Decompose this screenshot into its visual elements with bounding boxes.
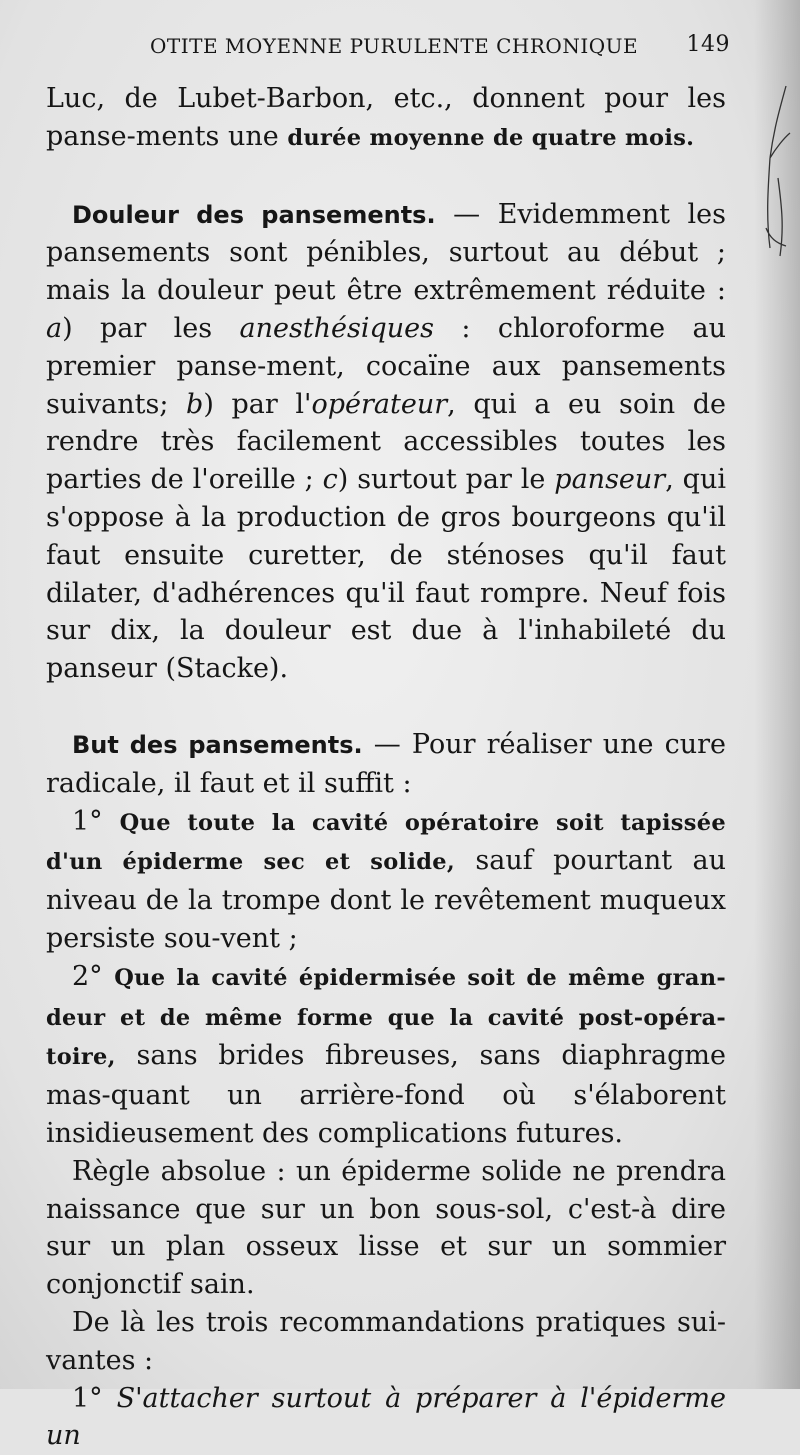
pain-text: : chloroforme au premier panse-ment, cocaïne aux pansements suivants;: [46, 313, 726, 420]
list-item-2-text: sans brides fibreuses, sans diaphragme mas-quant un arrière-fond où s'élaborent insidieusement des complications futures.: [46, 1040, 726, 1149]
section-heading-pain: Douleur des pansements.: [72, 201, 436, 229]
page-number: 149: [687, 32, 731, 57]
paragraph-goal: [46, 726, 726, 803]
list-number: 2°: [72, 961, 103, 992]
paragraph-duration: [46, 80, 726, 158]
pain-text: ) par l': [203, 389, 311, 420]
pain-text: Evidemment les pansements sont pénibles, surtout au début ; mais la douleur peut être extrêmement réduite :: [46, 199, 726, 307]
paragraph-pain: [46, 196, 726, 688]
list-item-1: [46, 803, 726, 958]
term-anesthesiques: anesthésiques: [239, 313, 434, 344]
list-item-2: [46, 958, 726, 1153]
paragraph-rule: Règle absolue : un épiderme solide ne prendra naissance que sur un bon sous-sol, c'est-à dire sur un plan osseux lisse et sur un sommier conjonctif sain.: [46, 1153, 726, 1304]
goal-text: Pour réaliser une cure radicale, il faut et il suffit :: [46, 729, 726, 799]
em-dash: —: [363, 729, 412, 760]
list-item-1-text: sauf pourtant au niveau de la trompe dont le revêtement muqueux persiste sou-vent ;: [46, 845, 726, 954]
section-gap: [46, 158, 726, 196]
section-heading-goal: But des pansements.: [72, 731, 363, 759]
list-marker-b: b: [186, 389, 203, 420]
pain-text: ) par les: [62, 313, 239, 344]
list-number: 1°: [72, 1383, 103, 1414]
running-header: [150, 30, 730, 64]
margin-sketch: [756, 78, 796, 268]
list-marker-a: a: [46, 313, 62, 344]
list-marker-c: c: [323, 464, 338, 495]
pain-text: , qui s'oppose à la production de gros bourgeons qu'il faut ensuite curetter, de sténoses qu'il faut dilater, d'adhérences qu'il faut rompre. Neuf fois sur dix, la douleur est due à l'inhabileté du panseur (Stacke).: [46, 464, 726, 684]
list-item-1-emphasis: Que toute la cavité opératoire soit tapissée d'un épiderme sec et solide,: [46, 810, 726, 876]
running-title: OTITE MOYENNE PURULENTE CHRONIQUE: [150, 34, 638, 58]
pain-text: , qui a eu soin de rendre très facilement accessibles toutes les parties de l'oreille ;: [46, 389, 726, 496]
term-panseur: panseur: [554, 464, 665, 495]
duration-emphasis: durée moyenne de quatre mois.: [287, 125, 694, 151]
term-operateur: opérateur: [311, 389, 447, 420]
list-item-2-emphasis: Que la cavité épidermisée soit de même gran-deur et de même forme que la cavité post-opéra-toire,: [46, 965, 726, 1071]
section-gap: [46, 688, 726, 726]
list-item-3: [46, 1380, 726, 1455]
list-item-3-text: S'attacher surtout à préparer à l'épiderme un: [46, 1383, 726, 1452]
em-dash: —: [436, 199, 498, 230]
list-number: 1°: [72, 806, 103, 837]
pain-text: ) surtout par le: [338, 464, 555, 495]
page-body: [46, 80, 726, 1455]
paragraph-recommendations: De là les trois recommandations pratiques sui-vantes :: [46, 1304, 726, 1380]
paragraph-duration-text: Luc, de Lubet-Barbon, etc., donnent pour les panse-ments une: [46, 83, 726, 152]
